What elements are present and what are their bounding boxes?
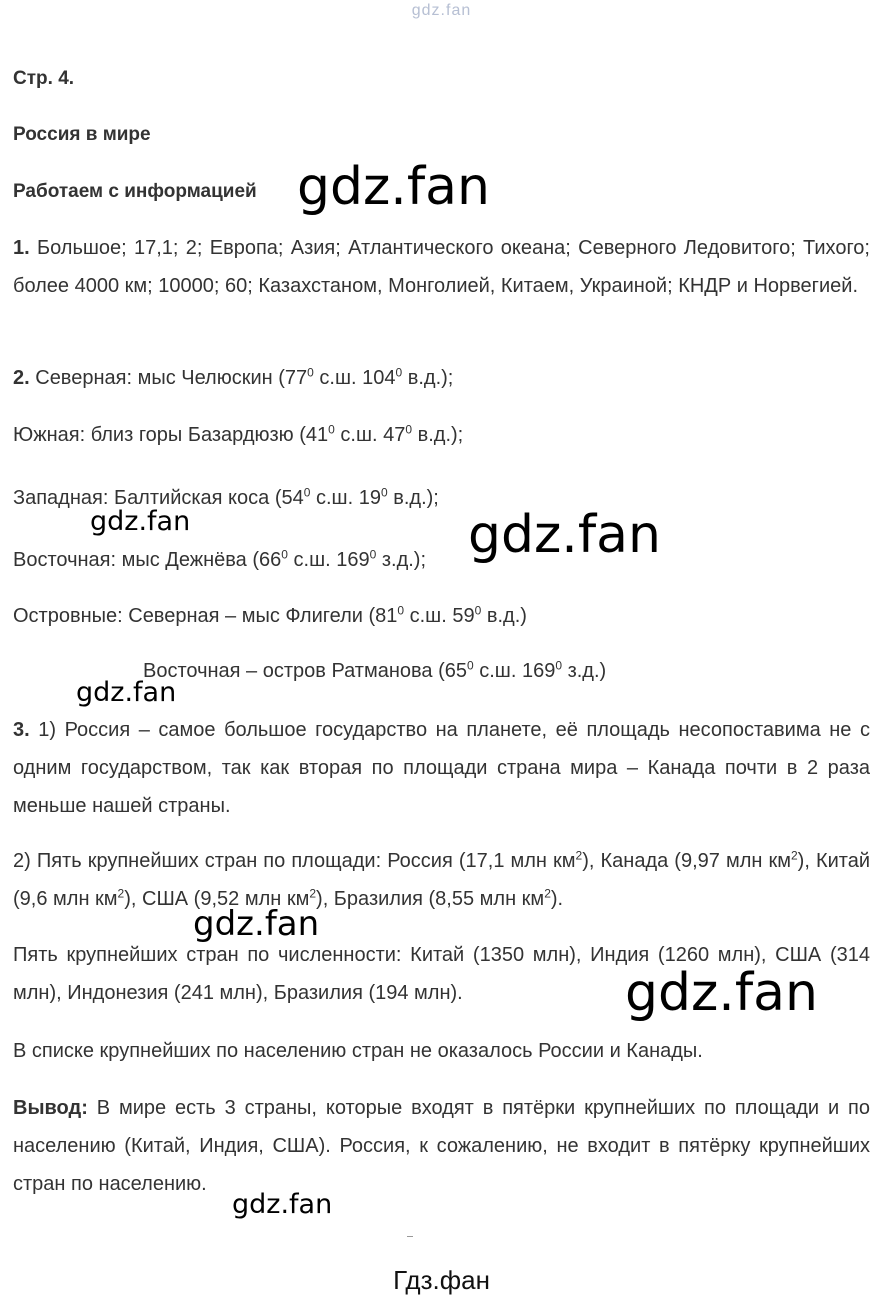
task-2-north: 2. Северная: мыс Челюскин ($77^0$ с.ш. $104^0$ в.д.); (13, 365, 454, 389)
watermark: gdz.fan (193, 904, 320, 944)
task-3-paragraph-1: 3. 1) Россия – самое большое государство на планете, её площадь несопоставима не с одним государством, так как вторая по площади страна мира – Канада почти в 2 раза меньше нашей страны. (13, 719, 870, 817)
task-1-number: 1. (13, 237, 30, 259)
task-1 (13, 229, 870, 305)
task-3-number: 3. (13, 719, 30, 741)
watermark: gdz.fan (232, 1189, 333, 1220)
conclusion-text: В мире есть 3 страны, которые входят в пятёрки крупнейших по площади и по населению (Китай, Индия, США). Россия, к сожалению, не входит в пятёрку крупнейших стран по населению. (13, 1097, 870, 1195)
conclusion (13, 1089, 870, 1203)
watermark: gdz.fan (90, 506, 191, 537)
watermark: gdz.fan (468, 505, 661, 565)
page-reference: Стр. 4. (13, 68, 75, 89)
task-2-west: Западная: Балтийская коса ($54^0$ с.ш. $19^0$ в.д.); (13, 485, 439, 509)
subtitle: Работаем с информацией (13, 181, 257, 202)
section-title: Россия в мире (13, 124, 151, 145)
task-2-east: Восточная: мыс Дежнёва ($66^0$ с.ш. $169^0$ з.д.); (13, 547, 427, 571)
task-3-paragraph-4: В списке крупнейших по населению стран не оказалось России и Канады. (13, 1040, 703, 1062)
watermark: gdz.fan (76, 677, 177, 708)
task-3-paragraph-3: Пять крупнейших стран по численности: Китай (1350 млн), Индия (1260 млн), США (314 млн), Индонезия (241 млн), Бразилия (194 млн). (13, 944, 870, 1004)
watermark: gdz.fan (297, 157, 490, 217)
watermark: gdz.fan (625, 963, 818, 1023)
task-2-south: Южная: близ горы Базардюзю ($41^0$ с.ш. $47^0$ в.д.); (13, 422, 464, 446)
task-2-island-north: Островные: Северная – мыс Флигели ($81^0$ с.ш. $59^0$ в.д.) (13, 603, 527, 627)
task-3-paragraph-2: 2) Пять крупнейших стран по площади: Россия (17,1 млн $км^2$), Канада (9,97 млн $км^2$), Китай (9,6 млн $км^2$), США (9,52 млн $км^2$), Бразилия (8,55 млн $км^2$). (13, 848, 871, 910)
task-2-number: 2. (13, 367, 30, 389)
task-2-island-east: Восточная – остров Ратманова ($65^0$ с.ш. $169^0$ з.д.) (143, 658, 607, 682)
footer-site-name: Гдз.фан (393, 1265, 490, 1295)
conclusion-label: Вывод: (13, 1097, 88, 1119)
task-1-text: Большое; 17,1; 2; Европа; Азия; Атлантического океана; Северного Ледовитого; Тихого; более 4000 км; 10000; 60; Казахстаном, Монголией, Китаем, Украиной; КНДР и Норвегией. (13, 237, 870, 297)
top-watermark: gdz.fan (411, 2, 472, 19)
divider (407, 1236, 413, 1237)
